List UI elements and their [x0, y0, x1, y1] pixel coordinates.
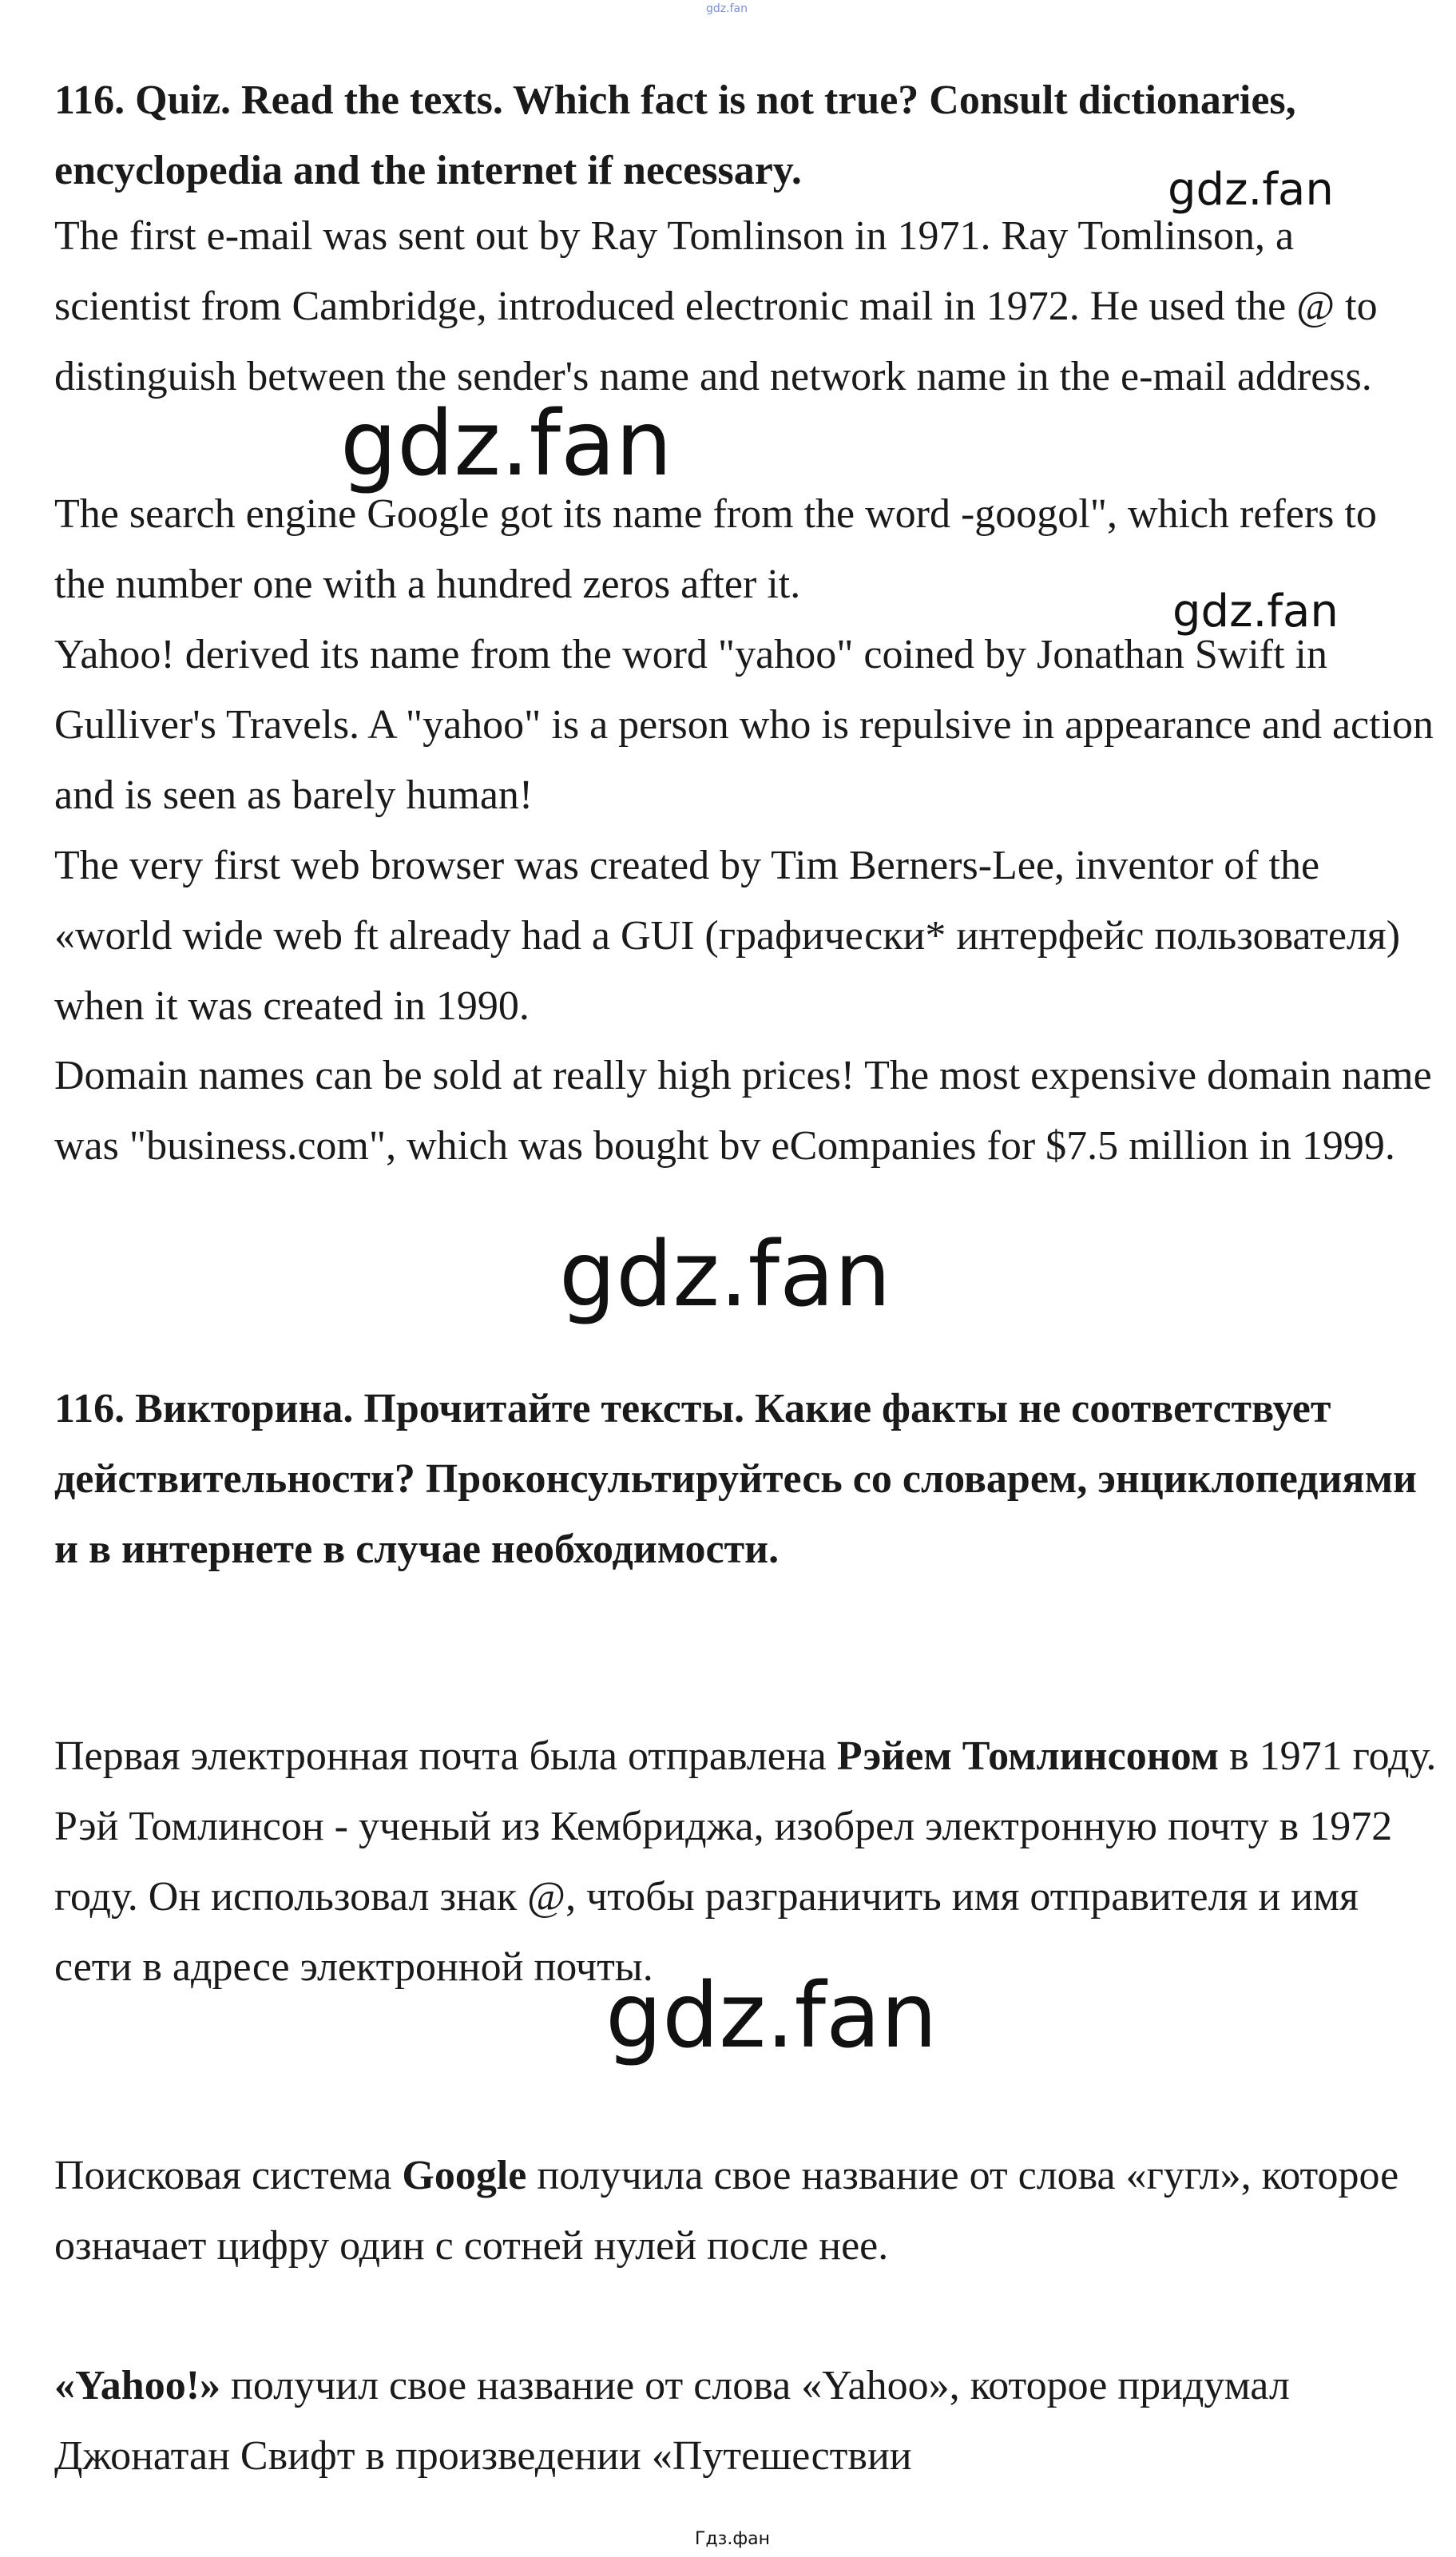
russian-task-title: 116. Викторина. Прочитайте тексты. Какие факты не соответствует действительности? Проконсультируйтесь со словарем, энциклопедиями и в интернете в случае необходимости.	[54, 1386, 1417, 1572]
watermark: gdz.fan	[340, 392, 672, 496]
russian-paragraph-email	[54, 1721, 1438, 2003]
russian-google-name: Google	[402, 2153, 527, 2198]
watermark: gdz.fan	[559, 1223, 891, 1327]
footer-watermark: Гдз.фан	[695, 2529, 770, 2549]
english-paragraph-google: The search engine Google got its name from the word -googol", which refers to the number one with a hundred zeros after it.	[54, 491, 1377, 607]
top-watermark: gdz.fan	[706, 2, 748, 15]
watermark: gdz.fan	[1172, 586, 1339, 637]
russian-paragraph-google	[54, 2141, 1438, 2281]
english-paragraph-browser: The very first web browser was created by Tim Berners-Lee, inventor of the «world wide web ft already had a GUI (графически* интерфейс пользователя) when it was created in 1990.	[54, 843, 1401, 1029]
russian-google-text-start: Поисковая система	[54, 2153, 403, 2198]
english-paragraph-email: The first e-mail was sent out by Ray Tomlinson in 1971. Ray Tomlinson, a scientist from Cambridge, introduced electronic mail in 1972. He used the @ to distinguish between the sender's name and network name in the e-mail address.	[54, 213, 1378, 399]
russian-yahoo-name: «Yahoo!»	[54, 2363, 221, 2408]
english-paragraph-domain: Domain names can be sold at really high prices! The most expensive domain name was "business.com", which was bought bv eCompanies for $7.5 million in 1999.	[54, 1053, 1432, 1169]
russian-email-text-start: Первая электронная почта была отправлена	[54, 1733, 837, 1779]
russian-email-name: Рэйем Томлинсоном	[836, 1733, 1220, 1779]
watermark: gdz.fan	[605, 1964, 938, 2068]
russian-paragraph-yahoo	[54, 2351, 1438, 2491]
russian-google-text-end: получила свое название от слова «гугл», которое означает цифру один с сотней нулей после нее.	[54, 2153, 1399, 2269]
russian-email-text-end: в 1971 году. Рэй Томлинсон - ученый из Кембриджа, изобрел электронную почту в 1972 году. Он использовал знак @, чтобы разграничить имя отправителя и имя сети в адресе электронной почты.	[54, 1733, 1437, 1990]
english-task-title: 116. Quiz. Read the texts. Which fact is not true? Consult dictionaries, encyclopedia and the internet if necessary.	[54, 77, 1296, 193]
russian-yahoo-text: получил свое название от слова «Yahoo», которое придумал Джонатан Свифт в произведении «Путешествии	[54, 2363, 1290, 2479]
watermark: gdz.fan	[1168, 164, 1334, 216]
english-paragraph-yahoo: Yahoo! derived its name from the word "yahoo" coined by Jonathan Swift in Gulliver's Travels. A "yahoo" is a person who is repulsive in appearance and action and is seen as barely human!	[54, 632, 1434, 818]
